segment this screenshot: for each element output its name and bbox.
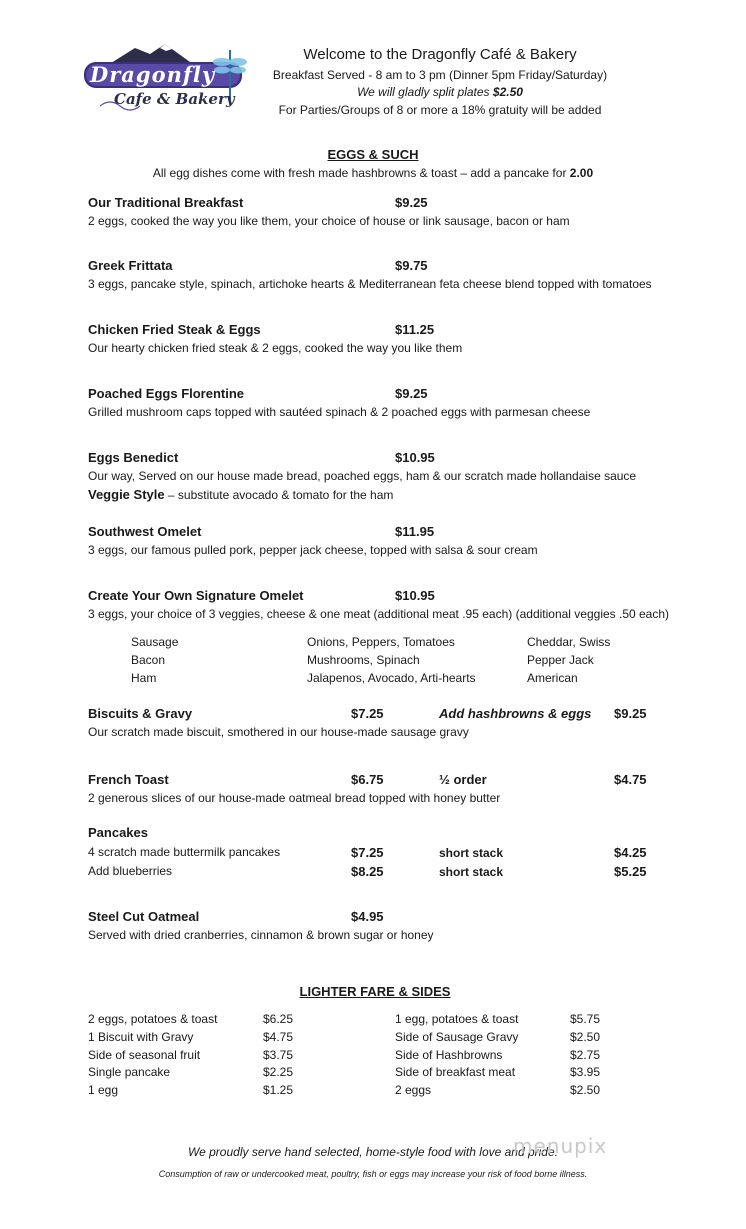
- item-alt-price: $9.25: [614, 706, 647, 721]
- sides-section-title: LIGHTER FARE & SIDES: [299, 984, 451, 999]
- side-price: $5.75: [570, 1012, 601, 1026]
- logo-sub: Cafe & Bakery: [114, 90, 235, 108]
- option-veggie: Onions, Peppers, Tomatoes: [307, 635, 455, 649]
- item-price: $10.95: [395, 450, 435, 465]
- footer-disclaimer: Consumption of raw or undercooked meat, poultry, fish or eggs may increase your risk of food borne illness.: [158, 1169, 588, 1179]
- item-desc: 2 generous slices of our house-made oatmeal bread topped with honey butter: [88, 791, 501, 805]
- split-text: We will gladly split plates: [357, 85, 493, 99]
- item-name: Chicken Fried Steak & Eggs: [88, 322, 261, 337]
- hours-text: Breakfast Served - 8 am to 3 pm (Dinner 5pm Friday/Saturday): [272, 68, 608, 82]
- veggie-style-note: [88, 487, 393, 502]
- side-label: Single pancake: [88, 1065, 171, 1079]
- side-label: Side of Sausage Gravy: [395, 1030, 519, 1044]
- logo: [80, 40, 250, 118]
- side-label: 2 eggs: [395, 1083, 432, 1097]
- veggie-style-text: – substitute avocado & tomato for the ham: [164, 488, 394, 502]
- split-price: $2.50: [492, 85, 523, 99]
- side-label: 1 egg: [88, 1083, 119, 1097]
- item-name: French Toast: [88, 772, 169, 787]
- option-meat: Ham: [131, 671, 157, 685]
- item-name: Poached Eggs Florentine: [88, 386, 245, 401]
- option-cheese: Pepper Jack: [527, 653, 594, 667]
- eggs-section-title: EGGS & SUCH: [327, 147, 419, 162]
- pancake-price: $8.25: [351, 864, 384, 879]
- watermark: menupix: [513, 1134, 608, 1158]
- gratuity-text: For Parties/Groups of 8 or more a 18% gratuity will be added: [278, 103, 602, 117]
- item-price: $7.25: [351, 706, 384, 721]
- item-name: Steel Cut Oatmeal: [88, 909, 200, 924]
- side-label: Side of seasonal fruit: [88, 1048, 201, 1062]
- item-desc: Our way, Served on our house made bread, poached eggs, ham & our scratch made hollandaise sauce: [88, 469, 637, 483]
- item-name: Eggs Benedict: [88, 450, 179, 465]
- eggs-note-text: All egg dishes come with fresh made hashbrowns & toast – add a pancake for: [152, 166, 570, 180]
- item-desc: 3 eggs, your choice of 3 veggies, cheese & one meat (additional meat .95 each) (additional veggies .50 each): [88, 607, 670, 621]
- item-price: $11.25: [395, 322, 435, 337]
- option-veggie: Mushrooms, Spinach: [307, 653, 420, 667]
- welcome-title: Welcome to the Dragonfly Café & Bakery: [303, 46, 577, 63]
- side-price: $2.75: [570, 1048, 601, 1062]
- item-name: Southwest Omelet: [88, 524, 202, 539]
- side-price: $3.75: [263, 1048, 294, 1062]
- item-price: $11.95: [395, 524, 435, 539]
- logo-brand: Dragonfly: [90, 62, 216, 87]
- side-label: 1 egg, potatoes & toast: [395, 1012, 519, 1026]
- side-price: $2.50: [570, 1030, 601, 1044]
- side-price: $6.25: [263, 1012, 294, 1026]
- side-label: Side of Hashbrowns: [395, 1048, 503, 1062]
- item-price: $9.25: [395, 386, 428, 401]
- option-meat: Bacon: [131, 653, 166, 667]
- eggs-note-price: 2.00: [569, 166, 594, 180]
- pancake-price: $7.25: [351, 845, 384, 860]
- side-price: $3.95: [570, 1065, 601, 1079]
- side-price: $1.25: [263, 1083, 294, 1097]
- pancake-alt-price: $5.25: [614, 864, 647, 879]
- item-price: $9.25: [395, 195, 428, 210]
- split-plates-note: [357, 85, 523, 99]
- option-cheese: American: [527, 671, 578, 685]
- item-alt: Add hashbrowns & eggs: [439, 706, 592, 721]
- item-name: Pancakes: [88, 825, 148, 840]
- pancake-alt-price: $4.25: [614, 845, 647, 860]
- item-name: Biscuits & Gravy: [88, 706, 193, 721]
- pancake-label: Add blueberries: [88, 864, 173, 878]
- side-price: $2.25: [263, 1065, 294, 1079]
- item-name: Our Traditional Breakfast: [88, 195, 244, 210]
- option-veggie: Jalapenos, Avocado, Arti-hearts: [307, 671, 476, 685]
- item-desc: 3 eggs, pancake style, spinach, artichoke hearts & Mediterranean feta cheese blend topped with tomatoes: [88, 277, 652, 291]
- option-cheese: Cheddar, Swiss: [527, 635, 611, 649]
- item-price: $4.95: [351, 909, 384, 924]
- item-name: Create Your Own Signature Omelet: [88, 588, 304, 603]
- item-alt: ½ order: [439, 772, 487, 787]
- side-label: Side of breakfast meat: [395, 1065, 516, 1079]
- footer-tagline: We proudly serve hand selected, home-style food with love and pride.: [188, 1145, 558, 1159]
- item-alt-price: $4.75: [614, 772, 647, 787]
- item-desc: 3 eggs, our famous pulled pork, pepper jack cheese, topped with salsa & sour cream: [88, 543, 538, 557]
- pancake-alt: short stack: [439, 846, 504, 860]
- item-desc: Served with dried cranberries, cinnamon & brown sugar or honey: [88, 928, 434, 942]
- veggie-style-label: Veggie Style: [88, 487, 165, 502]
- item-price: $10.95: [395, 588, 435, 603]
- pancake-alt: short stack: [439, 865, 504, 879]
- item-desc: Grilled mushroom caps topped with sautéed spinach & 2 poached eggs with parmesan cheese: [88, 405, 591, 419]
- item-name: Greek Frittata: [88, 258, 173, 273]
- pancake-label: 4 scratch made buttermilk pancakes: [88, 845, 281, 859]
- option-meat: Sausage: [131, 635, 179, 649]
- side-price: $4.75: [263, 1030, 294, 1044]
- item-desc: Our scratch made biscuit, smothered in our house-made sausage gravy: [88, 725, 469, 739]
- side-price: $2.50: [570, 1083, 601, 1097]
- side-label: 1 Biscuit with Gravy: [88, 1030, 194, 1044]
- side-label: 2 eggs, potatoes & toast: [88, 1012, 218, 1026]
- item-desc: 2 eggs, cooked the way you like them, your choice of house or link sausage, bacon or ham: [88, 214, 570, 228]
- item-price: $9.75: [395, 258, 428, 273]
- item-price: $6.75: [351, 772, 384, 787]
- eggs-note: [153, 166, 593, 180]
- item-desc: Our hearty chicken fried steak & 2 eggs, cooked the way you like them: [88, 341, 463, 355]
